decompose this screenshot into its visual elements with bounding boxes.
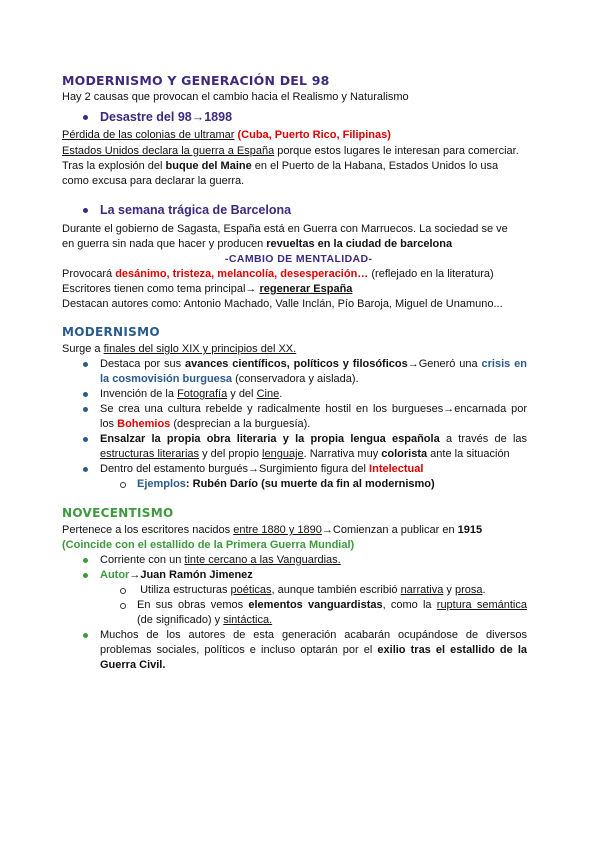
underlined-text: Pérdida de las colonias de ultramar	[62, 129, 235, 141]
paragraph-line	[100, 372, 359, 387]
text-span: a través de las	[439, 433, 527, 445]
paragraph-line	[62, 342, 296, 357]
paragraph-line: Destacan autores como: Antonio Machado, Valle Inclán, Pío Baroja, Miguel de Unamuno...	[62, 298, 503, 310]
bold-text: revueltas en la ciudad de barcelona	[266, 238, 453, 250]
paragraph-line	[100, 643, 527, 658]
underlined-text: Fotografía	[177, 388, 228, 400]
text-span: y	[443, 584, 455, 596]
text-span: , aunque también escribió	[271, 584, 401, 596]
text-span: Destaca por sus	[100, 358, 185, 370]
underlined-text: Estados Unidos declara la guerra a España	[62, 145, 275, 157]
green-highlight: Autor	[100, 569, 130, 581]
text-span: Tras la explosión del	[62, 160, 166, 172]
cambio-mentalidad-heading: -CAMBIO DE MENTALIDAD-	[225, 253, 373, 265]
section-title-novecentismo: NOVECENTISMO	[62, 506, 174, 520]
paragraph-line	[62, 282, 352, 297]
text-span: y del propio	[199, 448, 263, 460]
text-span: porque estos lugares le interesan para comerciar.	[274, 145, 519, 157]
underlined-text: Cine	[256, 388, 280, 400]
underlined-text: lenguaje	[262, 448, 304, 460]
list-item	[100, 432, 527, 447]
paragraph-line: Durante el gobierno de Sagasta, España está en Guerra con Marruecos. La sociedad se ve	[62, 223, 508, 235]
text-span: →Comienzan a publicar en	[321, 524, 458, 536]
text-span: Surge a	[62, 343, 104, 355]
list-item	[100, 462, 423, 477]
text-span: Pertenece a los escritores nacidos	[62, 524, 234, 536]
text-span: .	[482, 584, 486, 596]
list-item	[100, 387, 282, 402]
underlined-text: narrativa	[400, 584, 444, 596]
text-span: (reflejado en la literatura)	[368, 268, 494, 280]
bold-text: exilio tras el estallido de la	[377, 644, 527, 656]
text-span: y del	[227, 388, 257, 400]
underlined-text: finales del siglo XIX y principios del XX.	[103, 343, 297, 355]
text-span: Invención de la	[100, 388, 178, 400]
red-highlight: desánimo, tristeza, melancolía, desesperación…	[115, 268, 369, 280]
blue-highlight: Ejemplos	[137, 478, 186, 490]
underlined-text: tinte cercano a las Vanguardias.	[184, 554, 341, 566]
text-span: los	[100, 418, 118, 430]
justified-line	[100, 643, 527, 658]
text-span: Dentro del estamento burgués→Surgimiento figura del	[100, 463, 370, 475]
red-highlight: Bohemios	[117, 418, 171, 430]
bold-text: →Juan Ramón Jimenez	[129, 569, 253, 581]
text-span: ante la situación	[427, 448, 510, 460]
bold-text: elementos vanguardistas	[248, 599, 383, 611]
list-item	[100, 553, 341, 568]
section-title-modernismo-98: MODERNISMO Y GENERACIÓN DEL 98	[62, 73, 330, 88]
sub-list-item	[137, 477, 435, 492]
justified-line	[100, 432, 527, 447]
red-highlight: (Cuba, Puerto Rico, Filipinas)	[237, 129, 391, 141]
justified-line	[137, 598, 527, 613]
sub-list-item	[137, 598, 527, 613]
bold-text: colorista	[381, 448, 428, 460]
text-span: →Generó una	[407, 358, 482, 370]
underlined-text: poéticas	[230, 584, 272, 596]
blue-highlight: la cosmovisión burguesa	[100, 373, 233, 385]
paragraph-line	[100, 447, 510, 462]
blue-highlight: crisis en	[481, 358, 527, 370]
text-span: En sus obras vemos	[137, 599, 249, 611]
justified-line	[100, 357, 527, 372]
paragraph-line	[137, 613, 272, 628]
paragraph-line	[62, 267, 494, 282]
list-item: Se crea una cultura rebelde y radicalmente hostil en los burgueses→encarnada por	[100, 403, 527, 415]
text-span: , como la	[382, 599, 437, 611]
paragraph-line	[62, 159, 498, 174]
list-item	[100, 568, 253, 583]
list-item: Muchos de los autores de esta generación acabarán ocupándose de diversos	[100, 629, 527, 641]
underlined-text: prosa	[454, 584, 483, 596]
underlined-text: estructuras literarias	[100, 448, 200, 460]
bullet-desastre-98: Desastre del 98→1898	[100, 110, 233, 124]
paragraph-line	[62, 128, 391, 143]
text-span: (conservadora y aislada).	[232, 373, 359, 385]
green-highlight-line: (Coincide con el estallido de la Primera Guerra Mundial)	[62, 539, 355, 551]
list-item	[100, 357, 527, 372]
paragraph-line-bold: Guerra Civil.	[100, 659, 166, 671]
intro-text: Hay 2 causas que provocan el cambio hacia el Realismo y Naturalismo	[62, 91, 409, 103]
text-span: en el Puerto de la Habana, Estados Unidos lo usa	[251, 160, 499, 172]
text-span: problemas sociales, políticos e incluso optarán por el	[100, 644, 378, 656]
sub-list-item	[137, 583, 486, 598]
text-span: Provocará	[62, 268, 116, 280]
bold-text: 1915	[457, 524, 483, 536]
underlined-text: ruptura semántica	[436, 599, 527, 611]
text-span: Corriente con un	[100, 554, 185, 566]
text-span: Escritores tienen como tema principal→	[62, 283, 260, 295]
bullet-semana-tragica: La semana trágica de Barcelona	[100, 203, 292, 217]
text-span: (de significado) y	[137, 614, 224, 626]
text-span: en guerra sin nada que hacer y producen	[62, 238, 267, 250]
bold-underlined-text: regenerar España	[259, 283, 353, 295]
bold-text: avances científicos, políticos y filosóficos	[185, 358, 408, 370]
paragraph-line	[62, 144, 519, 159]
paragraph-line	[62, 523, 482, 538]
section-title-modernismo: MODERNISMO	[62, 325, 160, 339]
text-span: (desprecian a la burguesía).	[170, 418, 311, 430]
text-span: . Narrativa muy	[303, 448, 382, 460]
underlined-text: entre 1880 y 1890	[233, 524, 322, 536]
red-highlight: Intelectual	[369, 463, 424, 475]
paragraph-line	[100, 417, 310, 432]
paragraph-line	[62, 237, 452, 252]
bold-text: : Rubén Darío (su muerte da fin al modernismo)	[185, 478, 435, 490]
bold-text: buque del Maine	[165, 160, 252, 172]
underlined-text: sintáctica.	[223, 614, 273, 626]
text-span: Utiliza estructuras	[140, 584, 231, 596]
paragraph-line: como excusa para declarar la guerra.	[62, 175, 245, 187]
bold-text: Ensalzar la propia obra literaria y la propia lengua española	[100, 433, 440, 445]
text-span: .	[279, 388, 283, 400]
